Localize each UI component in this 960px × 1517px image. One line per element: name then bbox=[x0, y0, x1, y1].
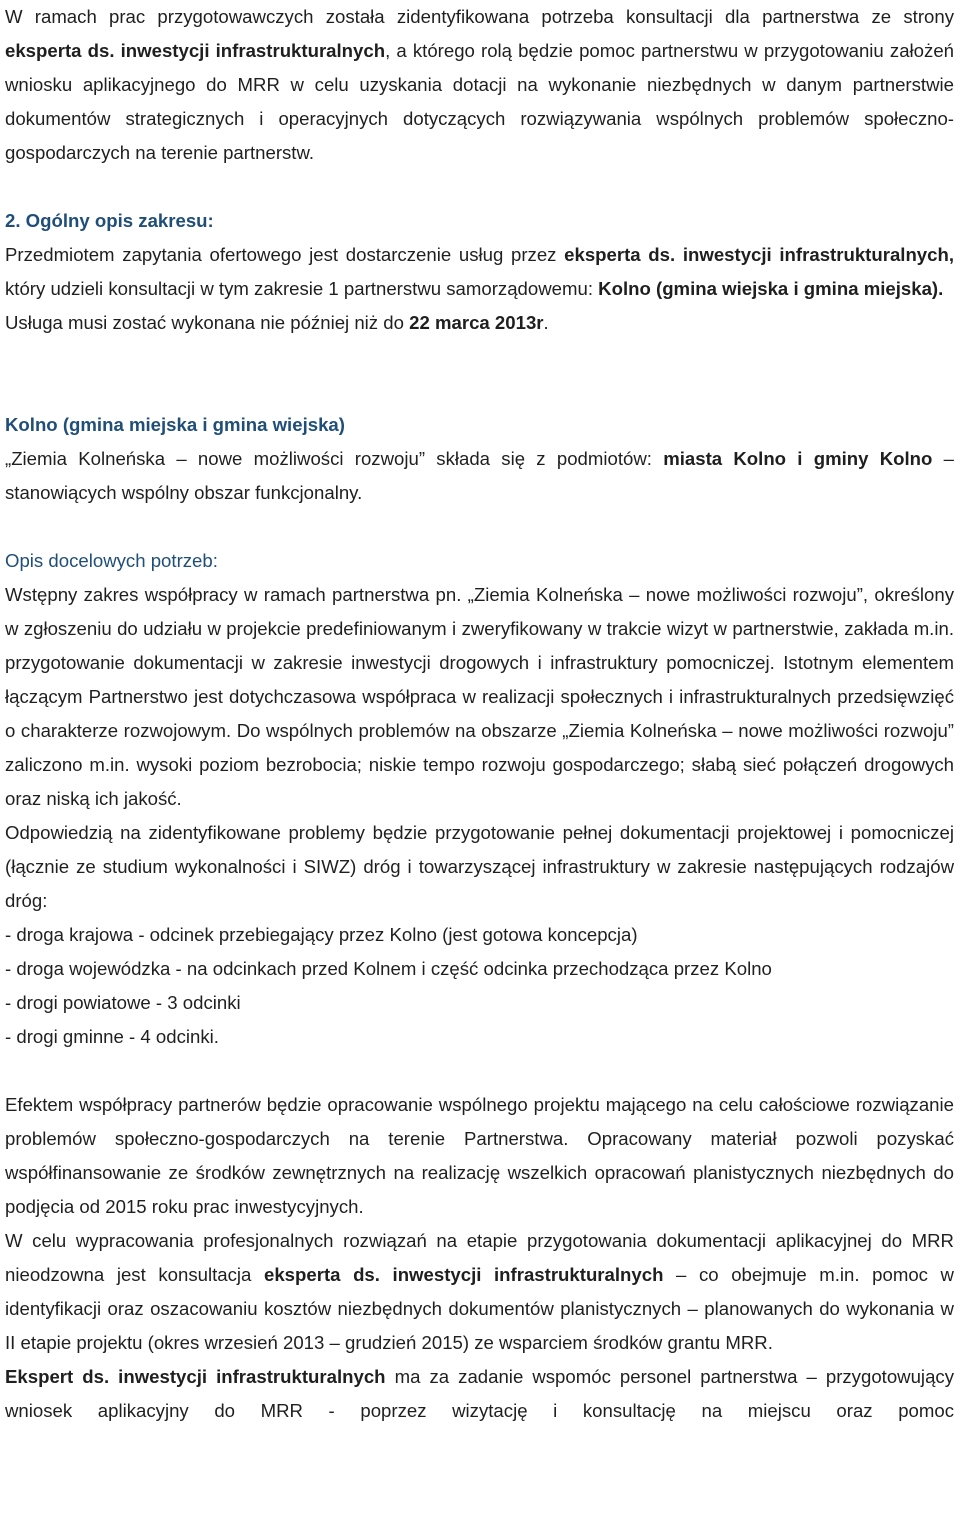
spacer bbox=[5, 1054, 954, 1088]
kolno-heading: Kolno (gmina miejska i gmina wiejska) bbox=[5, 414, 345, 435]
spacer bbox=[5, 170, 954, 204]
response-paragraph: Odpowiedzią na zidentyfikowane problemy będzie przygotowanie pełnej dokumentacji projektowej i pomocniczej (łącznie ze studium wykonalności i SIWZ) dróg i towarzyszącej infrastruktury w zakresie następujących rodzajów dróg: bbox=[5, 822, 954, 911]
list-item: - drogi gminne - 4 odcinki. bbox=[5, 1026, 219, 1047]
spacer bbox=[5, 340, 954, 374]
effect-paragraph: Efektem współpracy partnerów będzie opracowanie wspólnego projektu mającego na celu całościowe rozwiązanie problemów społeczno-gospodarczych na terenie Partnerstwa. Opracowany materiał pozwoli pozyskać współfinansowanie ze środków zewnętrznych na realizację wszelkich opracowań planistycznych niezbędnych do podjęcia od 2015 roku prac inwestycyjnych. bbox=[5, 1094, 954, 1217]
expert-task-paragraph: Ekspert ds. inwestycji infrastrukturalnych ma za zadanie wspomóc personel partnerstwa – przygotowujący wniosek aplikacyjny do MRR - poprzez wizytację i konsultację na miejscu oraz pomoc bbox=[5, 1366, 955, 1421]
list-item: - droga wojewódzka - na odcinkach przed Kolnem i część odcinka przechodząca przez Kolno bbox=[5, 958, 772, 979]
deadline-paragraph: Usługa musi zostać wykonana nie później niż do 22 marca 2013r. bbox=[5, 312, 549, 333]
list-item: - drogi powiatowe - 3 odcinki bbox=[5, 992, 241, 1013]
consultation-paragraph: W celu wypracowania profesjonalnych rozwiązań na etapie przygotowania dokumentacji aplikacyjnej do MRR nieodzowna jest konsultacja eksperta ds. inwestycji infrastrukturalnych – co obejmuje m.in. pomoc w identyfikacji oraz oszacowaniu kosztów niezbędnych dokumentów planistycznych – planowanych do wykonania w II etapie projektu (okres wrzesień 2013 – grudzień 2015) ze wsparciem środków grantu MRR. bbox=[5, 1230, 954, 1353]
needs-heading: Opis docelowych potrzeb: bbox=[5, 550, 218, 571]
section-2-paragraph: Przedmiotem zapytania ofertowego jest dostarczenie usług przez eksperta ds. inwestycji infrastrukturalnych, który udzieli konsultacji w tym zakresie 1 partnerstwu samorządowemu: Kolno (gmina wiejska i gmina miejska). bbox=[5, 244, 955, 299]
intro-paragraph: W ramach prac przygotowawczych została zidentyfikowana potrzeba konsultacji dla partnerstwa ze strony eksperta ds. inwestycji infrastrukturalnych, a którego rolą będzie pomoc partnerstwu w przygotowaniu założeń wniosku aplikacyjnego do MRR w celu uzyskania dotacji na wykonanie niezbędnych w danym partnerstwie dokumentów strategicznych i operacyjnych dotyczących rozwiązywania wspólnych problemów społeczno-gospodarczych na terenie partnerstw. bbox=[5, 6, 954, 163]
section-2-heading: 2. Ogólny opis zakresu: bbox=[5, 210, 214, 231]
spacer bbox=[5, 374, 954, 408]
needs-paragraph: Wstępny zakres współpracy w ramach partnerstwa pn. „Ziemia Kolneńska – nowe możliwości rozwoju”, określony w zgłoszeniu do udziału w projekcie predefiniowanym i zweryfikowany w trakcie wizyt w partnerstwie, zakłada m.in. przygotowanie dokumentacji w zakresie inwestycji drogowych i infrastruktury pomocniczej. Istotnym elementem łączącym Partnerstwo jest dotychczasowa współpraca w realizacji społecznych i infrastrukturalnych przedsięwzięć o charakterze rozwojowym. Do wspólnych problemów na obszarze „Ziemia Kolneńska – nowe możliwości rozwoju” zaliczono m.in. wysoki poziom bezrobocia; niskie tempo rozwoju gospodarczego; słabą sieć połączeń drogowych oraz niską ich jakość. bbox=[5, 584, 954, 809]
kolno-paragraph: „Ziemia Kolneńska – nowe możliwości rozwoju” składa się z podmiotów: miasta Kolno i gminy Kolno – stanowiących wspólny obszar funkcjonalny. bbox=[5, 448, 954, 503]
list-item: - droga krajowa - odcinek przebiegający przez Kolno (jest gotowa koncepcja) bbox=[5, 924, 638, 945]
expert-title: eksperta ds. inwestycji infrastrukturalnych bbox=[5, 40, 386, 61]
spacer bbox=[5, 510, 954, 544]
